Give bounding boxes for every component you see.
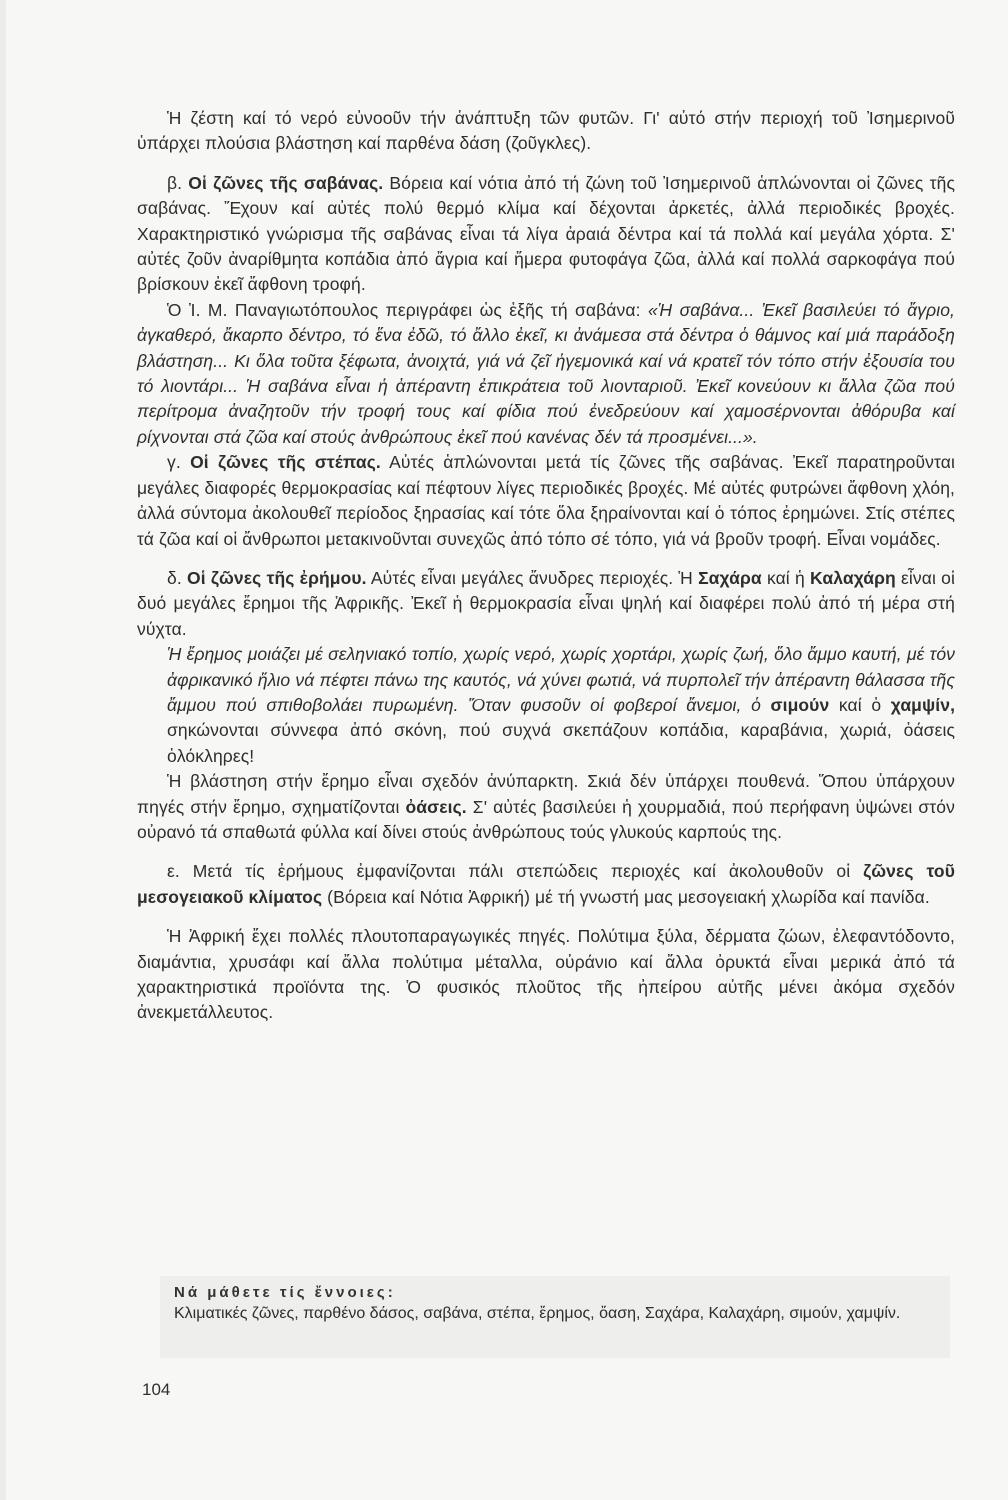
savanna-marker: β. bbox=[167, 172, 183, 193]
main-text-column bbox=[137, 106, 955, 1026]
steppe-paragraph bbox=[137, 450, 955, 552]
desert-text-d: Ἡ βλάστηση στήν ἔρημο εἶναι σχεδόν ἀνύπαρκτη. Σκιά δέν ὑπάρχει πουθενά. Ὅπου ὑπάρχουν πηγές στήν ἔρημο, σχηματίζονται bbox=[137, 771, 955, 817]
mediterranean-heading: ζῶνες τοῦ μεσογειακοῦ κλίματος bbox=[137, 861, 956, 907]
desert-quote bbox=[137, 642, 955, 769]
concepts-box bbox=[160, 1276, 950, 1358]
desert-text-a: Αὐτές εἶναι μεγάλες ἄνυδρες περιοχές. Ἡ bbox=[370, 567, 693, 588]
desert-heading: Οἱ ζῶνες τῆς ἐρήμου. bbox=[187, 567, 367, 588]
concepts-text: Κλιματικές ζῶνες, παρθένο δάσος, σαβάνα, στέπα, ἔρημος, ὄαση, Σαχάρα, Καλαχάρη, σιμούν, χαμψίν. bbox=[174, 1305, 901, 1322]
simoun-term: σιμούν bbox=[770, 694, 830, 715]
page-number: 104 bbox=[142, 1380, 171, 1399]
desert-paragraph bbox=[137, 566, 955, 642]
savanna-quote-paragraph bbox=[137, 298, 955, 450]
mediterranean-text-a: Μετά τίς ἐρήμους ἐμφανίζονται πάλι στεπώδεις περιοχές καί ἀκολουθοῦν οἱ bbox=[192, 861, 851, 882]
steppe-text: Αὐτές ἁπλώνονται μετά τίς ζῶνες τῆς σαβάνας. Ἐκεῖ παρατηροῦνται μεγάλες διαφορές θερμοκρασίας καί πέφτουν λίγες περιοδικές βροχές. Μέ αὐτές φυτρώνει ἄφθονη χλόη, ἀλλά σύντομα ἀκολουθεῖ περίοδος ξηρασίας καί τότε ὅλα ξηραίνονται καί ὁ τόπος ἐρημώνει. Στίς στέπες τά ζῶα καί οἱ ἄνθρωποι μετακινοῦνται συνεχῶς ἀπό τόπο σέ τόπο, γιά νά βροῦν τροφή. Εἶναι νομάδες. bbox=[137, 452, 955, 549]
steppe-marker: γ. bbox=[167, 452, 181, 473]
sahara-term: Σαχάρα bbox=[698, 567, 762, 588]
savanna-heading: Οἱ ζῶνες τῆς σαβάνας. bbox=[188, 172, 384, 193]
oasis-paragraph bbox=[137, 769, 955, 845]
desert-quote-b: καί ὁ bbox=[838, 694, 882, 715]
mediterranean-marker: ε. bbox=[167, 861, 180, 882]
savanna-paragraph bbox=[137, 171, 955, 298]
intro-paragraph: Ἡ ζέστη καί τό νερό εὐνοοῦν τήν ἀνάπτυξη τῶν φυτῶν. Γι' αὐτό στήν περιοχή τοῦ Ἰσημερινοῦ ὑπάρχει πλούσια βλάστηση καί παρθένα δάση (ζοῦγκλες). bbox=[137, 108, 955, 154]
desert-text-c: εἶναι οἱ δυό μεγάλες ἔρημοι τῆς Ἀφρικῆς. Ἐκεῖ ἡ θερμοκρασία εἶναι ψηλή καί διαφέρει πολύ ἀπό τή μέρα στή νύχτα. bbox=[137, 567, 955, 639]
desert-text-b: καί ἡ bbox=[766, 567, 805, 588]
savanna-quote: «Ἡ σαβάνα... Ἐκεῖ βασιλεύει τό ἄγριο, ἀγκαθερό, ἄκαρπο δέντρο, τό ἕνα ἐδῶ, τό ἄλλο ἐκεῖ, κι ἀνάμεσα στά δέντρα ὁ θάμνος καί μιά παράδοξη βλάστηση... Κι ὅλα τοῦτα ξέφωτα, ἀνοιχτά, γιά νά ζεῖ ἡγεμονικά καί νά κρατεῖ τόν τόπο στήν ἐξουσία του τό λιοντάρι... Ἡ σαβάνα εἶναι ἡ ἀπέραντη ἐπικράτεια τοῦ λιονταριοῦ. Ἐκεῖ κονεύουν κι ἄλλα ζῶα πού περίτρομα ἀναζητοῦν τήν τροφή τους καί φίδια πού ἐνεδρεύουν καί χαμοσέρνονται ἀθόρυβα καί ρίχνονται στά ζῶα καί στούς ἀνθρώπους ἐκεῖ πού κανένας δέν τά προσμένει...». bbox=[137, 299, 956, 447]
savanna-text: Βόρεια καί νότια ἀπό τή ζώνη τοῦ Ἰσημερινοῦ ἁπλώνονται οἱ ζῶνες τῆς σαβάνας. Ἔχουν καί αὐτές πολύ θερμό κλίμα καί δέχονται ἀρκετές, ἀλλά περιοδικές βροχές. Χαρακτηριστικό γνώρισμα τῆς σαβάνας εἶναι τά λίγα ἀραιά δέντρα καί τά πολλά καί μεγάλα χόρτα. Σ' αὐτές ζοῦν ἀναρίθμητα κοπάδια ἀπό ἄγρια καί ἥμερα φυτοφάγα ζῶα, ἀλλά καί πολλά σαρκοφάγα πού βρίσκουν ἐκεῖ ἄφθονη τροφή. bbox=[137, 172, 955, 295]
concepts-title: Νά μάθετε τίς ἔννοιες: bbox=[174, 1284, 396, 1301]
desert-quote-c: σηκώνονται σύννεφα ἀπό σκόνη, πού συχνά σκεπάζουν κοπάδια, καραβάνια, χωριά, ὀάσεις ὁλόκληρες! bbox=[167, 720, 955, 766]
desert-marker: δ. bbox=[167, 567, 182, 588]
desert-quote-a: Ἡ ἔρημος μοιάζει μέ σεληνιακό τοπίο, χωρίς νερό, χωρίς χορτάρι, χωρίς ζωή, ὅλο ἄμμο καυτή, μέ τόν ἀφρικανικό ἥλιο νά πέφτει πάνω της καυτός, νά χύνει φωτιά, νά πυρπολεῖ τήν ἀπέραντη θάλασσα τῆς ἄμμου πού σπιθοβολάει πυρωμένη. Ὅταν φυσοῦν οἱ φοβεροί ἄνεμοι, ὁ bbox=[167, 644, 955, 715]
page-edge bbox=[0, 0, 6, 1500]
kalahari-term: Καλαχάρη bbox=[810, 567, 896, 588]
desert-text-e: Σ' αὐτές βασιλεύει ἡ χουρμαδιά, πού περήφανη ὑψώνει στόν οὐρανό τά σπαθωτά φύλλα καί δίνει στούς ἀνθρώπους τούς γλυκούς καρπούς της. bbox=[137, 796, 955, 842]
oases-term: ὀάσεις. bbox=[405, 796, 467, 817]
savanna-quote-intro: Ὁ Ἰ. Μ. Παναγιωτόπουλος περιγράφει ὡς ἑξῆς τή σαβάνα: bbox=[167, 299, 641, 320]
mediterranean-paragraph bbox=[137, 859, 955, 910]
steppe-heading: Οἱ ζῶνες τῆς στέπας. bbox=[190, 452, 381, 473]
khamsin-term: χαμψίν, bbox=[890, 694, 956, 715]
resources-paragraph: Ἡ Ἀφρική ἔχει πολλές πλουτοπαραγωγικές πηγές. Πολύτιμα ξύλα, δέρματα ζώων, ἐλεφαντόδοντο, διαμάντια, χρυσάφι καί ἄλλα πολύτιμα μέταλλα, οὐράνιο καί ἄλλα ὀρυκτά εἶναι μερικά ἀπό τά χαρακτηριστικά προϊόντα της. Ὁ φυσικός πλοῦτος τῆς ἠπείρου αὐτῆς μένει ἀκόμα σχεδόν ἀνεκμετάλλευτος. bbox=[137, 926, 955, 1023]
mediterranean-text-b: (Βόρεια καί Νότια Ἀφρική) μέ τή γνωστή μας μεσογειακή χλωρίδα καί πανίδα. bbox=[327, 886, 930, 907]
